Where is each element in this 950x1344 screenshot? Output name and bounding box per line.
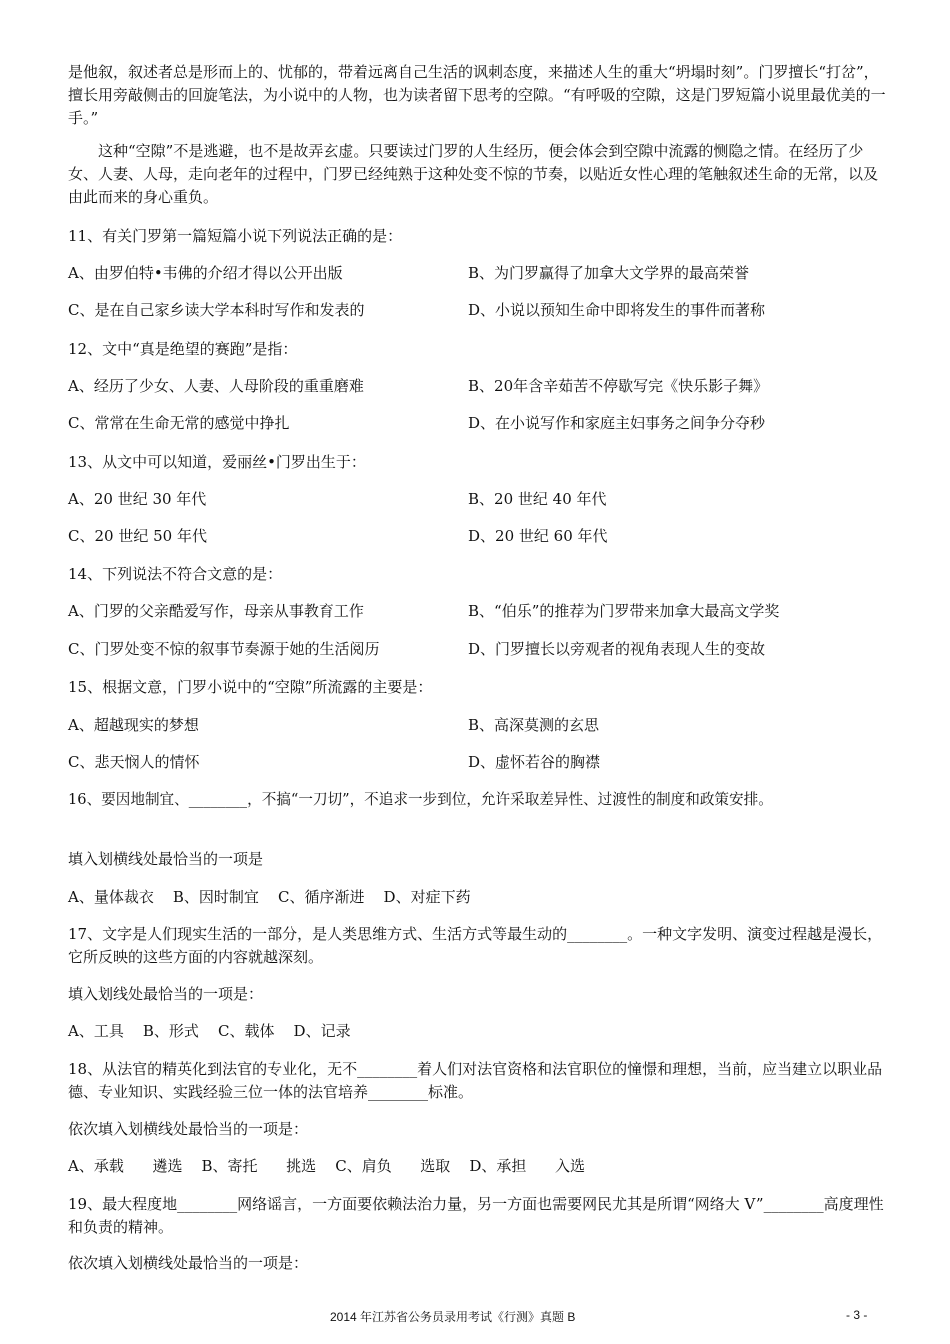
question-15-option-a: A、超越现实的梦想 [68,716,199,734]
question-12-stem: 12、文中“真是绝望的赛跑”是指： [68,340,298,358]
footer-page-number: - 3 - [846,1308,868,1322]
question-13-option-c: C、20 世纪 50 年代 [68,527,207,545]
question-14-option-d: D、门罗擅长以旁观者的视角表现人生的变故 [468,640,766,658]
question-19-stem: 19、最大程度地________网络谣言，一方面要依赖法治力量，另一方面也需要网民尤其是所谓“网络大 V”________高度理性和负责的精神。 [68,1195,884,1236]
question-18-options: A、承载 遴选 B、寄托 挑选 C、肩负 选取 D、承担 入选 [68,1157,586,1175]
question-16-options: A、量体裁衣 B、因时制宜 C、循序渐进 D、对症下药 [68,888,471,906]
question-18-stem: 18、从法官的精英化到法官的专业化，无不________着人们对法官资格和法官职位的憧憬和理想，当前，应当建立以职业品德、专业知识、实践经验三位一体的法官培养________标准。 [68,1060,883,1101]
footer-title: 2014 年江苏省公务员录用考试《行测》真题 B [330,1310,576,1324]
question-13-option-a: A、20 世纪 30 年代 [68,490,207,508]
question-14-option-b: B、“伯乐”的推荐为门罗带来加拿大最高文学奖 [468,602,780,620]
question-17-prompt: 填入划线处最恰当的一项是： [68,985,264,1003]
question-15-option-c: C、悲天悯人的情怀 [68,753,200,771]
question-14-option-a: A、门罗的父亲酷爱写作，母亲从事教育工作 [68,602,364,620]
question-11-option-b: B、为门罗赢得了加拿大文学界的最高荣誉 [468,264,750,282]
question-18-prompt: 依次填入划横线处最恰当的一项是： [68,1120,309,1138]
question-19-prompt: 依次填入划横线处最恰当的一项是： [68,1254,309,1272]
question-15-stem: 15、根据文意，门罗小说中的“空隙”所流露的主要是： [68,678,433,696]
question-13-stem: 13、从文中可以知道，爱丽丝•门罗出生于： [68,453,366,471]
passage-paragraph-1: 是他叙，叙述者总是形而上的、忧郁的，带着远离自己生活的讽刺态度，来描述人生的重大“坍塌时刻”。门罗擅长“打岔”，擅长用旁敲侧击的回旋笔法，为小说中的人物，也为读者留下思考的空隙。“有呼吸的空隙，这是门罗短篇小说里最优美的一手。” [68,63,886,127]
question-12-option-c: C、常常在生命无常的感觉中挣扎 [68,414,290,432]
passage-paragraph-2: 这种“空隙”不是逃避，也不是故弄玄虚。只要读过门罗的人生经历，便会体会到空隙中流露的恻隐之情。在经历了少女、人妻、人母，走向老年的过程中，门罗已经纯熟于这种处变不惊的节奏，以贴近女性心理的笔触叙述生命的无常，以及由此而来的身心重负。 [68,142,879,206]
question-17-stem: 17、文字是人们现实生活的一部分，是人类思维方式、生活方式等最生动的________。一种文字发明、演变过程越是漫长，它所反映的这些方面的内容就越深刻。 [68,925,883,966]
question-12-option-a: A、经历了少女、人妻、人母阶段的重重磨难 [68,377,364,395]
question-12-option-d: D、在小说写作和家庭主妇事务之间争分夺秒 [468,414,766,432]
question-11-stem: 11、有关门罗第一篇短篇小说下列说法正确的是： [68,227,403,245]
question-12-option-b: B、20年含辛茹苦不停歇写完《快乐影子舞》 [468,377,769,395]
question-16-stem: 16、要因地制宜、________，不搞“一刀切”，不追求一步到位，允许采取差异性、过渡性的制度和政策安排。 [68,791,773,808]
question-14-stem: 14、下列说法不符合文意的是： [68,565,283,583]
question-11-option-d: D、小说以预知生命中即将发生的事件而著称 [468,301,766,319]
question-15-option-d: D、虚怀若谷的胸襟 [468,753,601,771]
question-15-option-b: B、高深莫测的玄思 [468,716,600,734]
question-11-option-c: C、是在自己家乡读大学本科时写作和发表的 [68,301,365,319]
question-13-option-d: D、20 世纪 60 年代 [468,527,608,545]
question-11-option-a: A、由罗伯特•韦佛的介绍才得以公开出版 [68,264,343,282]
question-16-prompt: 填入划横线处最恰当的一项是 [68,850,264,868]
question-17-options: A、工具 B、形式 C、载体 D、记录 [68,1022,351,1040]
question-13-option-b: B、20 世纪 40 年代 [468,490,607,508]
question-14-option-c: C、门罗处变不惊的叙事节奏源于她的生活阅历 [68,640,380,658]
